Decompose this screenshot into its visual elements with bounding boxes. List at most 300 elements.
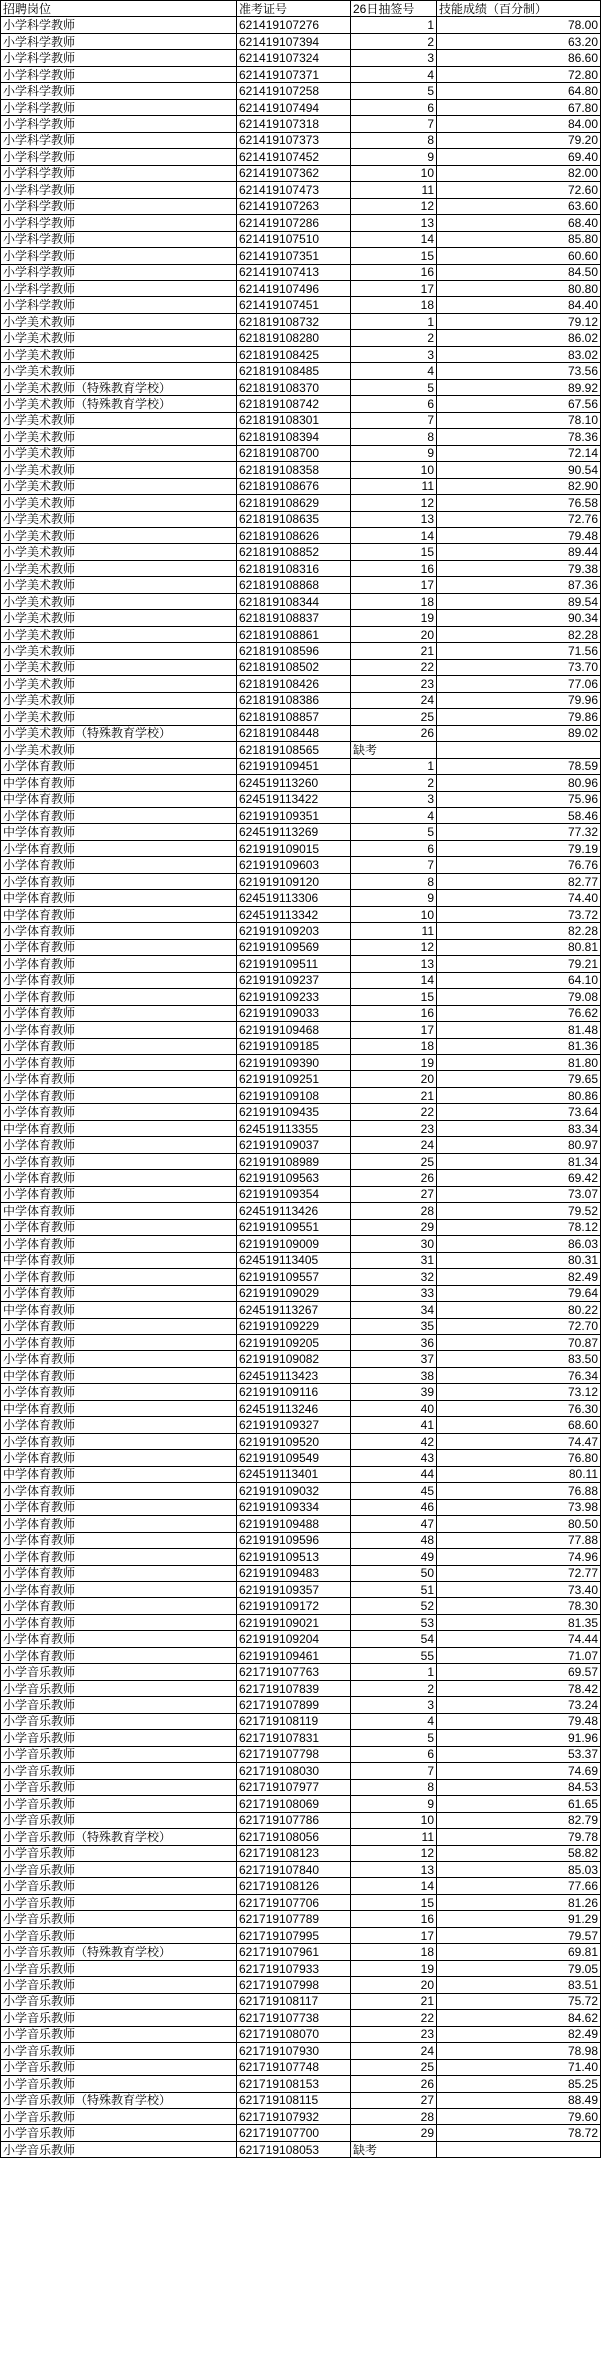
cell-exam-id: 621419107451 (237, 297, 351, 313)
table-row (1, 99, 601, 115)
cell-draw-number: 3 (351, 346, 437, 362)
cell-position: 小学科学教师 (1, 198, 237, 214)
header-exam-id: 准考证号 (237, 1, 351, 17)
cell-exam-id: 621919109032 (237, 1483, 351, 1499)
cell-skill-score: 79.19 (437, 840, 601, 856)
table-row (1, 2076, 601, 2092)
cell-exam-id: 621719107995 (237, 1927, 351, 1943)
table-row (1, 379, 601, 395)
cell-exam-id: 621919109203 (237, 923, 351, 939)
cell-position: 小学音乐教师（特殊教育学校） (1, 1944, 237, 1960)
cell-position: 小学音乐教师 (1, 2010, 237, 2026)
cell-skill-score: 78.42 (437, 1680, 601, 1696)
table-row (1, 1400, 601, 1416)
table-row (1, 1746, 601, 1762)
cell-draw-number: 15 (351, 1894, 437, 1910)
cell-exam-id: 621919109511 (237, 956, 351, 972)
cell-position: 小学科学教师 (1, 66, 237, 82)
table-row (1, 396, 601, 412)
cell-draw-number: 22 (351, 2010, 437, 2026)
cell-exam-id: 621819108280 (237, 330, 351, 346)
cell-position: 小学体育教师 (1, 956, 237, 972)
cell-position: 小学音乐教师 (1, 1960, 237, 1976)
cell-skill-score: 74.47 (437, 1433, 601, 1449)
cell-draw-number: 4 (351, 363, 437, 379)
cell-position: 小学体育教师 (1, 1285, 237, 1301)
cell-position: 小学美术教师 (1, 462, 237, 478)
cell-skill-score: 81.26 (437, 1894, 601, 1910)
cell-draw-number: 29 (351, 2125, 437, 2141)
table-row (1, 1796, 601, 1812)
cell-draw-number: 32 (351, 1269, 437, 1285)
cell-exam-id: 621919109435 (237, 1104, 351, 1120)
cell-position: 小学科学教师 (1, 149, 237, 165)
cell-exam-id: 621919109172 (237, 1598, 351, 1614)
cell-skill-score: 85.03 (437, 1861, 601, 1877)
cell-draw-number: 52 (351, 1598, 437, 1614)
cell-position: 小学体育教师 (1, 1219, 237, 1235)
table-row (1, 1186, 601, 1202)
cell-position: 小学体育教师 (1, 1005, 237, 1021)
cell-exam-id: 621819108700 (237, 445, 351, 461)
cell-position: 小学体育教师 (1, 1631, 237, 1647)
table-row (1, 840, 601, 856)
cell-position: 小学科学教师 (1, 99, 237, 115)
cell-skill-score: 76.80 (437, 1450, 601, 1466)
cell-skill-score: 69.40 (437, 149, 601, 165)
cell-position: 小学体育教师 (1, 1351, 237, 1367)
cell-draw-number: 10 (351, 1812, 437, 1828)
cell-skill-score: 79.38 (437, 560, 601, 576)
table-row (1, 248, 601, 264)
cell-position: 小学音乐教师 (1, 1993, 237, 2009)
cell-exam-id: 621919109033 (237, 1005, 351, 1021)
cell-exam-id: 621819108502 (237, 659, 351, 675)
cell-skill-score: 84.40 (437, 297, 601, 313)
cell-draw-number: 12 (351, 939, 437, 955)
cell-skill-score: 77.66 (437, 1878, 601, 1894)
table-row (1, 149, 601, 165)
cell-exam-id: 621719107932 (237, 2109, 351, 2125)
cell-exam-id: 621919109351 (237, 807, 351, 823)
table-row (1, 709, 601, 725)
cell-draw-number: 2 (351, 33, 437, 49)
table-row (1, 1334, 601, 1350)
cell-exam-id: 621719107899 (237, 1697, 351, 1713)
cell-exam-id: 621919108989 (237, 1153, 351, 1169)
table-row (1, 676, 601, 692)
cell-skill-score: 69.81 (437, 1944, 601, 1960)
table-row (1, 66, 601, 82)
table-row (1, 1236, 601, 1252)
cell-draw-number: 24 (351, 1137, 437, 1153)
table-row (1, 791, 601, 807)
cell-skill-score: 84.62 (437, 2010, 601, 2026)
cell-skill-score: 82.00 (437, 165, 601, 181)
table-row (1, 1631, 601, 1647)
cell-skill-score: 79.57 (437, 1927, 601, 1943)
cell-draw-number: 22 (351, 659, 437, 675)
cell-draw-number: 47 (351, 1516, 437, 1532)
cell-skill-score: 89.44 (437, 544, 601, 560)
header-skill-score: 技能成绩（百分制） (437, 1, 601, 17)
table-row (1, 1203, 601, 1219)
cell-skill-score: 73.40 (437, 1582, 601, 1598)
cell-position: 小学体育教师 (1, 1055, 237, 1071)
cell-position: 小学体育教师 (1, 1582, 237, 1598)
cell-draw-number: 17 (351, 577, 437, 593)
cell-position: 中学体育教师 (1, 1367, 237, 1383)
cell-draw-number: 6 (351, 99, 437, 115)
cell-position: 小学科学教师 (1, 50, 237, 66)
cell-exam-id: 621719107786 (237, 1812, 351, 1828)
cell-position: 中学体育教师 (1, 1120, 237, 1136)
cell-skill-score: 72.70 (437, 1318, 601, 1334)
table-row (1, 857, 601, 873)
cell-exam-id: 621919109468 (237, 1022, 351, 1038)
cell-position: 小学体育教师 (1, 807, 237, 823)
cell-draw-number: 51 (351, 1582, 437, 1598)
cell-exam-id: 621419107318 (237, 116, 351, 132)
cell-exam-id: 621919109108 (237, 1087, 351, 1103)
table-row (1, 182, 601, 198)
cell-position: 中学体育教师 (1, 1466, 237, 1482)
cell-draw-number: 14 (351, 1878, 437, 1894)
cell-skill-score: 78.30 (437, 1598, 601, 1614)
cell-exam-id: 621919109204 (237, 1631, 351, 1647)
table-row (1, 1730, 601, 1746)
cell-draw-number: 5 (351, 379, 437, 395)
cell-skill-score: 86.02 (437, 330, 601, 346)
table-row (1, 972, 601, 988)
cell-skill-score: 60.60 (437, 248, 601, 264)
cell-skill-score: 73.64 (437, 1104, 601, 1120)
table-row (1, 2125, 601, 2141)
cell-skill-score: 70.87 (437, 1334, 601, 1350)
cell-draw-number: 10 (351, 462, 437, 478)
table-row (1, 33, 601, 49)
cell-skill-score: 74.44 (437, 1631, 601, 1647)
cell-exam-id: 621719108126 (237, 1878, 351, 1894)
cell-position: 小学美术教师 (1, 692, 237, 708)
cell-exam-id: 621919109603 (237, 857, 351, 873)
cell-skill-score: 90.34 (437, 610, 601, 626)
table-row (1, 1417, 601, 1433)
cell-draw-number: 1 (351, 1664, 437, 1680)
cell-skill-score: 69.57 (437, 1664, 601, 1680)
cell-skill-score: 81.35 (437, 1614, 601, 1630)
table-row (1, 1071, 601, 1087)
table-row (1, 165, 601, 181)
table-row (1, 1565, 601, 1581)
cell-skill-score: 69.42 (437, 1170, 601, 1186)
cell-position: 小学音乐教师 (1, 2109, 237, 2125)
table-row (1, 923, 601, 939)
table-row (1, 873, 601, 889)
cell-position: 小学音乐教师 (1, 1680, 237, 1696)
cell-exam-id: 624519113426 (237, 1203, 351, 1219)
cell-exam-id: 624519113401 (237, 1466, 351, 1482)
cell-skill-score: 89.54 (437, 593, 601, 609)
table-row (1, 1549, 601, 1565)
cell-exam-id: 624519113423 (237, 1367, 351, 1383)
cell-exam-id: 621919109390 (237, 1055, 351, 1071)
cell-exam-id: 621819108485 (237, 363, 351, 379)
cell-skill-score: 88.49 (437, 2092, 601, 2108)
cell-exam-id: 621919109029 (237, 1285, 351, 1301)
cell-position: 小学音乐教师 (1, 1911, 237, 1927)
table-row (1, 626, 601, 642)
cell-exam-id: 621919109551 (237, 1219, 351, 1235)
cell-position: 小学美术教师 (1, 511, 237, 527)
cell-exam-id: 621819108732 (237, 313, 351, 329)
table-row (1, 1845, 601, 1861)
cell-draw-number: 36 (351, 1334, 437, 1350)
cell-draw-number: 7 (351, 116, 437, 132)
cell-draw-number: 20 (351, 1071, 437, 1087)
cell-position: 小学音乐教师 (1, 2076, 237, 2092)
cell-exam-id: 621819108316 (237, 560, 351, 576)
cell-position: 小学美术教师 (1, 544, 237, 560)
cell-draw-number: 39 (351, 1384, 437, 1400)
cell-exam-id: 621819108565 (237, 742, 351, 758)
cell-draw-number: 5 (351, 824, 437, 840)
cell-skill-score: 74.69 (437, 1763, 601, 1779)
cell-position: 小学体育教师 (1, 923, 237, 939)
cell-draw-number: 48 (351, 1532, 437, 1548)
cell-skill-score: 58.82 (437, 1845, 601, 1861)
cell-draw-number: 2 (351, 1680, 437, 1696)
cell-position: 小学科学教师 (1, 248, 237, 264)
table-row (1, 1318, 601, 1334)
table-row (1, 363, 601, 379)
cell-exam-id: 621419107276 (237, 17, 351, 33)
table-row (1, 215, 601, 231)
table-row (1, 1993, 601, 2009)
cell-exam-id: 621719107798 (237, 1746, 351, 1762)
cell-position: 小学音乐教师 (1, 1861, 237, 1877)
cell-draw-number: 6 (351, 1746, 437, 1762)
cell-exam-id: 621719108030 (237, 1763, 351, 1779)
cell-draw-number: 21 (351, 643, 437, 659)
cell-draw-number: 15 (351, 989, 437, 1005)
table-row (1, 280, 601, 296)
table-row (1, 116, 601, 132)
cell-skill-score: 78.36 (437, 429, 601, 445)
cell-draw-number: 50 (351, 1565, 437, 1581)
cell-draw-number: 53 (351, 1614, 437, 1630)
cell-draw-number: 27 (351, 1186, 437, 1202)
cell-skill-score: 84.50 (437, 264, 601, 280)
cell-skill-score: 91.29 (437, 1911, 601, 1927)
cell-draw-number: 12 (351, 1845, 437, 1861)
cell-position: 小学美术教师 (1, 626, 237, 642)
cell-exam-id: 621819108425 (237, 346, 351, 362)
cell-position: 小学美术教师 (1, 445, 237, 461)
cell-position: 小学音乐教师 (1, 1664, 237, 1680)
cell-draw-number: 13 (351, 1861, 437, 1877)
cell-draw-number: 24 (351, 2043, 437, 2059)
cell-exam-id: 624519113422 (237, 791, 351, 807)
table-row (1, 2059, 601, 2075)
cell-draw-number: 16 (351, 560, 437, 576)
cell-draw-number: 29 (351, 1219, 437, 1235)
cell-position: 小学体育教师 (1, 1483, 237, 1499)
cell-position: 小学体育教师 (1, 1433, 237, 1449)
cell-position: 小学科学教师 (1, 215, 237, 231)
cell-skill-score: 75.72 (437, 1993, 601, 2009)
cell-exam-id: 621719108070 (237, 2026, 351, 2042)
table-row (1, 560, 601, 576)
cell-exam-id: 621919109021 (237, 1614, 351, 1630)
cell-skill-score: 77.88 (437, 1532, 601, 1548)
cell-draw-number: 18 (351, 1038, 437, 1054)
cell-position: 小学科学教师 (1, 17, 237, 33)
cell-skill-score: 82.28 (437, 626, 601, 642)
cell-skill-score: 82.90 (437, 478, 601, 494)
cell-exam-id: 624519113355 (237, 1120, 351, 1136)
cell-position: 小学音乐教师 (1, 1894, 237, 1910)
cell-skill-score: 79.86 (437, 709, 601, 725)
cell-skill-score: 91.96 (437, 1730, 601, 1746)
cell-exam-id: 621819108676 (237, 478, 351, 494)
cell-skill-score: 67.56 (437, 396, 601, 412)
cell-position: 小学体育教师 (1, 939, 237, 955)
cell-draw-number: 8 (351, 132, 437, 148)
cell-skill-score: 84.00 (437, 116, 601, 132)
cell-draw-number: 18 (351, 593, 437, 609)
cell-draw-number: 8 (351, 429, 437, 445)
cell-draw-number: 5 (351, 1730, 437, 1746)
cell-exam-id: 621919109513 (237, 1549, 351, 1565)
cell-position: 小学美术教师 (1, 330, 237, 346)
table-row (1, 1219, 601, 1235)
table-row (1, 1763, 601, 1779)
cell-draw-number: 43 (351, 1450, 437, 1466)
table-row (1, 1532, 601, 1548)
header-position: 招聘岗位 (1, 1, 237, 17)
table-row (1, 1351, 601, 1367)
table-row (1, 528, 601, 544)
table-row (1, 1829, 601, 1845)
cell-exam-id: 621819108426 (237, 676, 351, 692)
table-row (1, 659, 601, 675)
cell-exam-id: 621819108852 (237, 544, 351, 560)
cell-skill-score: 68.40 (437, 215, 601, 231)
cell-position: 小学音乐教师 (1, 1779, 237, 1795)
cell-skill-score: 73.24 (437, 1697, 601, 1713)
cell-exam-id: 621419107263 (237, 198, 351, 214)
cell-draw-number: 9 (351, 445, 437, 461)
cell-skill-score: 63.60 (437, 198, 601, 214)
cell-skill-score: 58.46 (437, 807, 601, 823)
cell-skill-score: 80.22 (437, 1302, 601, 1318)
table-row (1, 1911, 601, 1927)
cell-exam-id: 621919109082 (237, 1351, 351, 1367)
table-row (1, 824, 601, 840)
cell-exam-id: 621919109357 (237, 1582, 351, 1598)
cell-skill-score: 77.06 (437, 676, 601, 692)
cell-skill-score: 78.10 (437, 412, 601, 428)
table-row (1, 692, 601, 708)
cell-draw-number: 6 (351, 396, 437, 412)
cell-skill-score: 85.80 (437, 231, 601, 247)
cell-position: 小学体育教师 (1, 1153, 237, 1169)
cell-position: 小学美术教师 (1, 742, 237, 758)
cell-exam-id: 621719107763 (237, 1664, 351, 1680)
cell-position: 小学美术教师 (1, 560, 237, 576)
cell-draw-number: 8 (351, 1779, 437, 1795)
cell-skill-score: 80.96 (437, 775, 601, 791)
cell-position: 小学美术教师 (1, 709, 237, 725)
cell-skill-score: 86.60 (437, 50, 601, 66)
cell-position: 小学体育教师 (1, 1038, 237, 1054)
table-row (1, 313, 601, 329)
cell-exam-id: 621719107738 (237, 2010, 351, 2026)
table-row (1, 1483, 601, 1499)
cell-skill-score: 64.10 (437, 972, 601, 988)
table-row (1, 775, 601, 791)
cell-exam-id: 621919109251 (237, 1071, 351, 1087)
cell-exam-id: 621719107706 (237, 1894, 351, 1910)
cell-position: 小学科学教师 (1, 280, 237, 296)
cell-position: 小学科学教师 (1, 33, 237, 49)
table-row (1, 1022, 601, 1038)
table-row (1, 1038, 601, 1054)
table-row (1, 1582, 601, 1598)
cell-position: 小学科学教师 (1, 83, 237, 99)
cell-exam-id: 621919109120 (237, 873, 351, 889)
cell-exam-id: 621719108053 (237, 2141, 351, 2157)
cell-exam-id: 621919109233 (237, 989, 351, 1005)
table-row (1, 1647, 601, 1663)
cell-skill-score: 81.34 (437, 1153, 601, 1169)
table-row (1, 544, 601, 560)
cell-skill-score: 73.72 (437, 906, 601, 922)
table-row (1, 577, 601, 593)
cell-skill-score: 81.36 (437, 1038, 601, 1054)
cell-position: 小学音乐教师 (1, 2043, 237, 2059)
cell-skill-score: 79.65 (437, 1071, 601, 1087)
cell-draw-number: 38 (351, 1367, 437, 1383)
table-row (1, 1927, 601, 1943)
cell-exam-id: 621919109237 (237, 972, 351, 988)
table-row (1, 231, 601, 247)
cell-position: 小学体育教师 (1, 1236, 237, 1252)
cell-draw-number: 3 (351, 1697, 437, 1713)
cell-draw-number: 54 (351, 1631, 437, 1647)
table-row (1, 1977, 601, 1993)
table-row (1, 2109, 601, 2125)
cell-skill-score: 90.54 (437, 462, 601, 478)
cell-draw-number: 5 (351, 83, 437, 99)
cell-draw-number: 11 (351, 478, 437, 494)
cell-draw-number: 46 (351, 1499, 437, 1515)
cell-position: 中学体育教师 (1, 824, 237, 840)
cell-draw-number: 缺考 (351, 742, 437, 758)
cell-exam-id: 621919109327 (237, 1417, 351, 1433)
cell-position: 小学音乐教师 (1, 1977, 237, 1993)
cell-draw-number: 31 (351, 1252, 437, 1268)
cell-draw-number: 3 (351, 50, 437, 66)
cell-position: 小学美术教师 (1, 495, 237, 511)
cell-exam-id: 621919109596 (237, 1532, 351, 1548)
table-row (1, 1812, 601, 1828)
cell-skill-score: 83.50 (437, 1351, 601, 1367)
cell-exam-id: 621819108386 (237, 692, 351, 708)
cell-skill-score: 81.48 (437, 1022, 601, 1038)
cell-position: 中学体育教师 (1, 906, 237, 922)
